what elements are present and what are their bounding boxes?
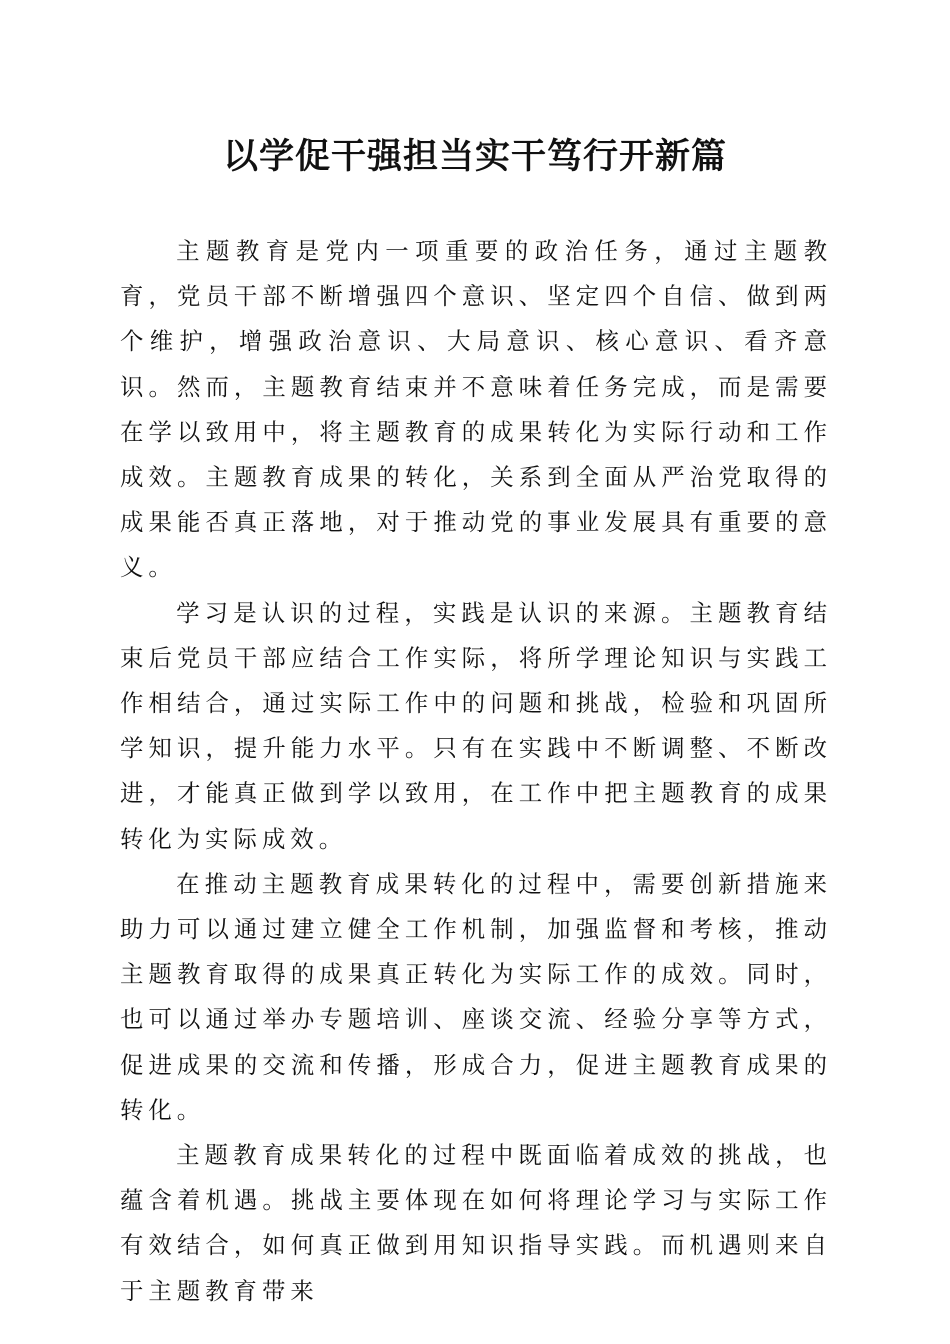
paragraph: 学习是认识的过程，实践是认识的来源。主题教育结束后党员干部应结合工作实际，将所学理论知识与实践工作相结合，通过实际工作中的问题和挑战，检验和巩固所学知识，提升能力水平。只有在实践中不断调整、不断改进，才能真正做到学以致用，在工作中把主题教育的成果转化为实际成效。: [120, 598, 832, 853]
document-title: 以学促干强担当实干笃行开新篇: [222, 136, 727, 177]
paragraph: 主题教育是党内一项重要的政治任务，通过主题教育，党员干部不断增强四个意识、坚定四个自信、做到两个维护，增强政治意识、大局意识、核心意识、看齐意识。然而，主题教育结束并不意味着任务完成，而是需要在学以致用中，将主题教育的成果转化为实际行动和工作成效。主题教育成果的转化，关系到全面从严治党取得的成果能否真正落地，对于推动党的事业发展具有重要的意义。: [120, 237, 832, 582]
document-body: [120, 229, 832, 1314]
paragraph: 主题教育成果转化的过程中既面临着成效的挑战，也蕴含着机遇。挑战主要体现在如何将理论学习与实际工作有效结合，如何真正做到用知识指导实践。而机遇则来自于主题教育带来: [120, 1141, 832, 1305]
paragraph: 在推动主题教育成果转化的过程中，需要创新措施来助力可以通过建立健全工作机制，加强监督和考核，推动主题教育取得的成果真正转化为实际工作的成效。同时，也可以通过举办专题培训、座谈交流、经验分享等方式，促进成果的交流和传播，形成合力，促进主题教育成果的转化。: [120, 869, 832, 1124]
